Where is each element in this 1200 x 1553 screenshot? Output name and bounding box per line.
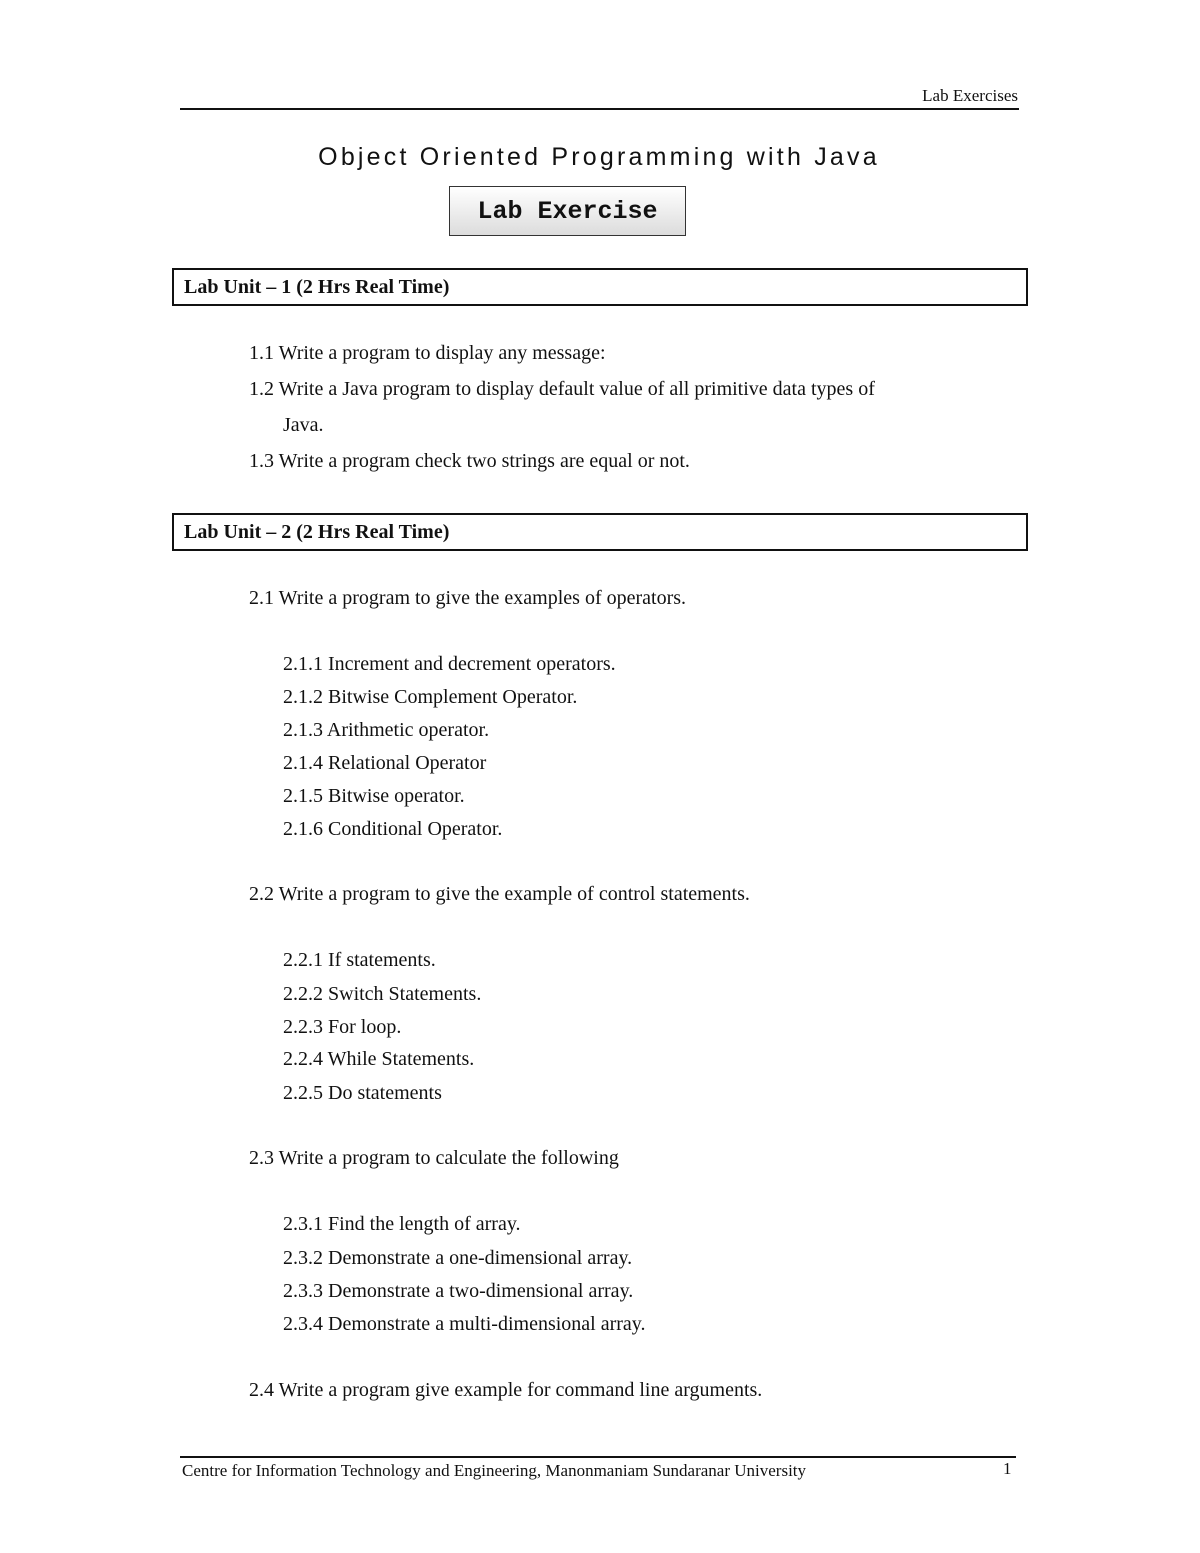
document-title: Object Oriented Programming with Java [318, 143, 880, 171]
exercise-2-4: 2.4 Write a program give example for command line arguments. [249, 1379, 763, 1401]
exercise-1-3: 1.3 Write a program check two strings are equal or not. [249, 450, 690, 472]
exercise-2-3: 2.3 Write a program to calculate the following [249, 1147, 619, 1169]
exercise-2-3-2: 2.3.2 Demonstrate a one-dimensional array. [283, 1247, 633, 1269]
exercise-2-2-4: 2.2.4 While Statements. [283, 1048, 475, 1070]
exercise-2-1-5: 2.1.5 Bitwise operator. [283, 785, 465, 807]
exercise-2-2-3: 2.2.3 For loop. [283, 1016, 402, 1038]
exercise-2-2: 2.2 Write a program to give the example of control statements. [249, 883, 750, 905]
exercise-2-2-2: 2.2.2 Switch Statements. [283, 983, 482, 1005]
exercise-2-1-1: 2.1.1 Increment and decrement operators. [283, 653, 616, 675]
footer-text: Centre for Information Technology and Engineering, Manonmaniam Sundaranar University [182, 1461, 807, 1480]
exercise-2-1-3: 2.1.3 Arithmetic operator. [283, 719, 490, 741]
page-number: 1 [1003, 1459, 1012, 1478]
unit-1-heading: Lab Unit – 1 (2 Hrs Real Time) [172, 268, 1028, 306]
exercise-2-1-6: 2.1.6 Conditional Operator. [283, 818, 503, 840]
running-header: Lab Exercises [922, 86, 1018, 105]
lab-exercise-badge: Lab Exercise [449, 186, 686, 236]
exercise-2-2-1: 2.2.1 If statements. [283, 949, 436, 971]
header-rule [180, 108, 1019, 110]
exercise-1-1: 1.1 Write a program to display any message: [249, 342, 606, 364]
exercise-1-2-continuation: Java. [283, 414, 324, 436]
exercise-2-1: 2.1 Write a program to give the examples of operators. [249, 587, 687, 609]
exercise-1-2: 1.2 Write a Java program to display default value of all primitive data types of [249, 378, 875, 400]
exercise-2-1-2: 2.1.2 Bitwise Complement Operator. [283, 686, 578, 708]
exercise-2-3-4: 2.3.4 Demonstrate a multi-dimensional array. [283, 1313, 646, 1335]
footer-rule [180, 1456, 1016, 1458]
exercise-2-1-4: 2.1.4 Relational Operator [283, 752, 487, 774]
exercise-2-3-1: 2.3.1 Find the length of array. [283, 1213, 521, 1235]
exercise-2-3-3: 2.3.3 Demonstrate a two-dimensional array. [283, 1280, 634, 1302]
exercise-2-2-5: 2.2.5 Do statements [283, 1082, 442, 1104]
unit-2-heading: Lab Unit – 2 (2 Hrs Real Time) [172, 513, 1028, 551]
